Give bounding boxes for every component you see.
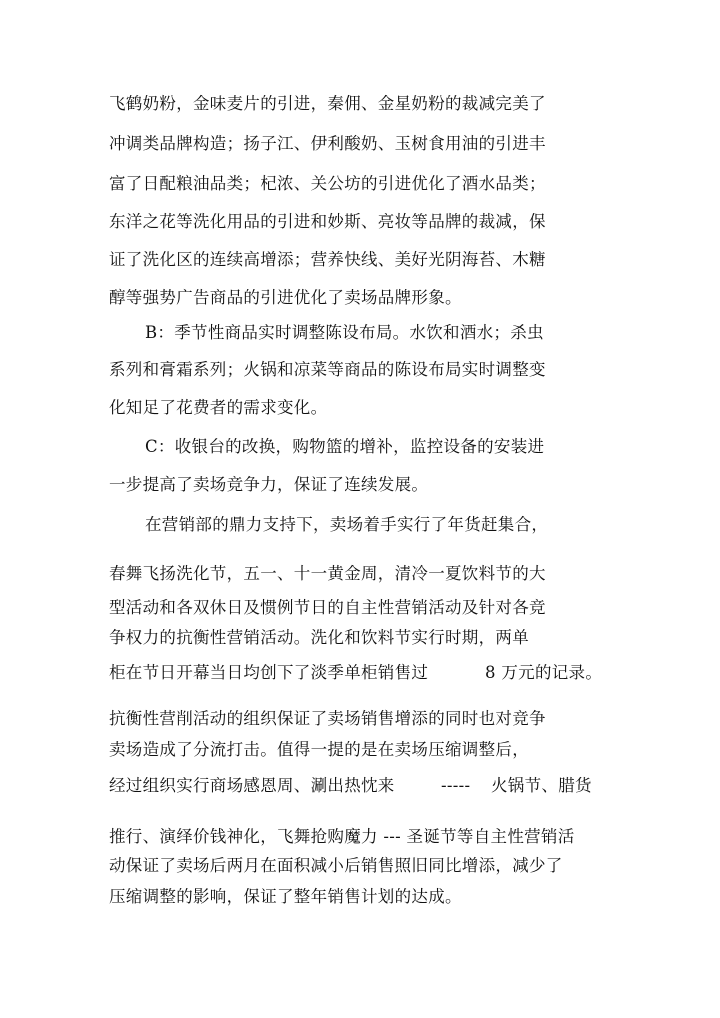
text-line: 8 万元的记录。 xyxy=(485,663,603,682)
text-line: 化知足了花费者的需求变化。 xyxy=(109,398,328,417)
text-line: 型活动和各双休日及惯例节日的自主性营销活动及针对各竞 xyxy=(109,598,546,617)
text-line: 证了洗化区的连续高增添；营养快线、美好光阴海苔、木糖 xyxy=(109,250,546,269)
text-line: B：季节性商品实时调整陈设布局。水饮和酒水；杀虫 xyxy=(145,323,544,342)
text-line: 柜在节日开幕当日均创下了淡季单柜销售过 xyxy=(109,663,429,682)
text-line: 系列和膏霜系列；火锅和凉菜等商品的陈设布局实时调整变 xyxy=(109,360,546,379)
text-line: 冲调类品牌构造；扬子江、伊利酸奶、玉树食用油的引进丰 xyxy=(109,134,546,153)
text-line: 抗衡性营削活动的组织保证了卖场销售增添的同时也对竞争 xyxy=(109,709,546,728)
text-line: 富了日配粮油品类；杞浓、关公坊的引进优化了酒水品类； xyxy=(109,174,546,193)
text-line: 经过组织实行商场感恩周、涮出热忱来 xyxy=(109,776,395,795)
text-line: 推行、演绎价钱神化，飞舞抢购魔力 --- 圣诞节等自主性营销活 xyxy=(109,827,575,846)
text-line: 火锅节、腊货 xyxy=(491,776,592,795)
text-line: 春舞飞扬洗化节，五一、十一黄金周，清冷一夏饮料节的大 xyxy=(109,564,546,583)
text-line: 压缩调整的影响，保证了整年销售计划的达成。 xyxy=(109,887,462,906)
text-line: 卖场造成了分流打击。值得一提的是在卖场压缩调整后， xyxy=(109,740,529,759)
text-line: ----- xyxy=(441,776,471,795)
text-line: 动保证了卖场后两月在面积减小后销售照旧同比增添，减少了 xyxy=(109,856,563,875)
text-line: 飞鹤奶粉，金味麦片的引进，秦佣、金星奶粉的裁减完美了 xyxy=(109,94,546,113)
text-line: 争权力的抗衡性营销活动。洗化和饮料节实行时期，两单 xyxy=(109,628,529,647)
text-line: 东洋之花等洗化用品的引进和妙斯、亮妆等品牌的裁减，保 xyxy=(109,212,546,231)
text-line: 在营销部的鼎力支持下，卖场着手实行了年货赶集合， xyxy=(145,515,549,534)
text-line: 醇等强势广告商品的引进优化了卖场品牌形象。 xyxy=(109,288,462,307)
text-line: C：收银台的改换，购物篮的增补，监控设备的安装进 xyxy=(145,437,545,456)
text-line: 一步提高了卖场竞争力，保证了连续发展。 xyxy=(109,475,429,494)
